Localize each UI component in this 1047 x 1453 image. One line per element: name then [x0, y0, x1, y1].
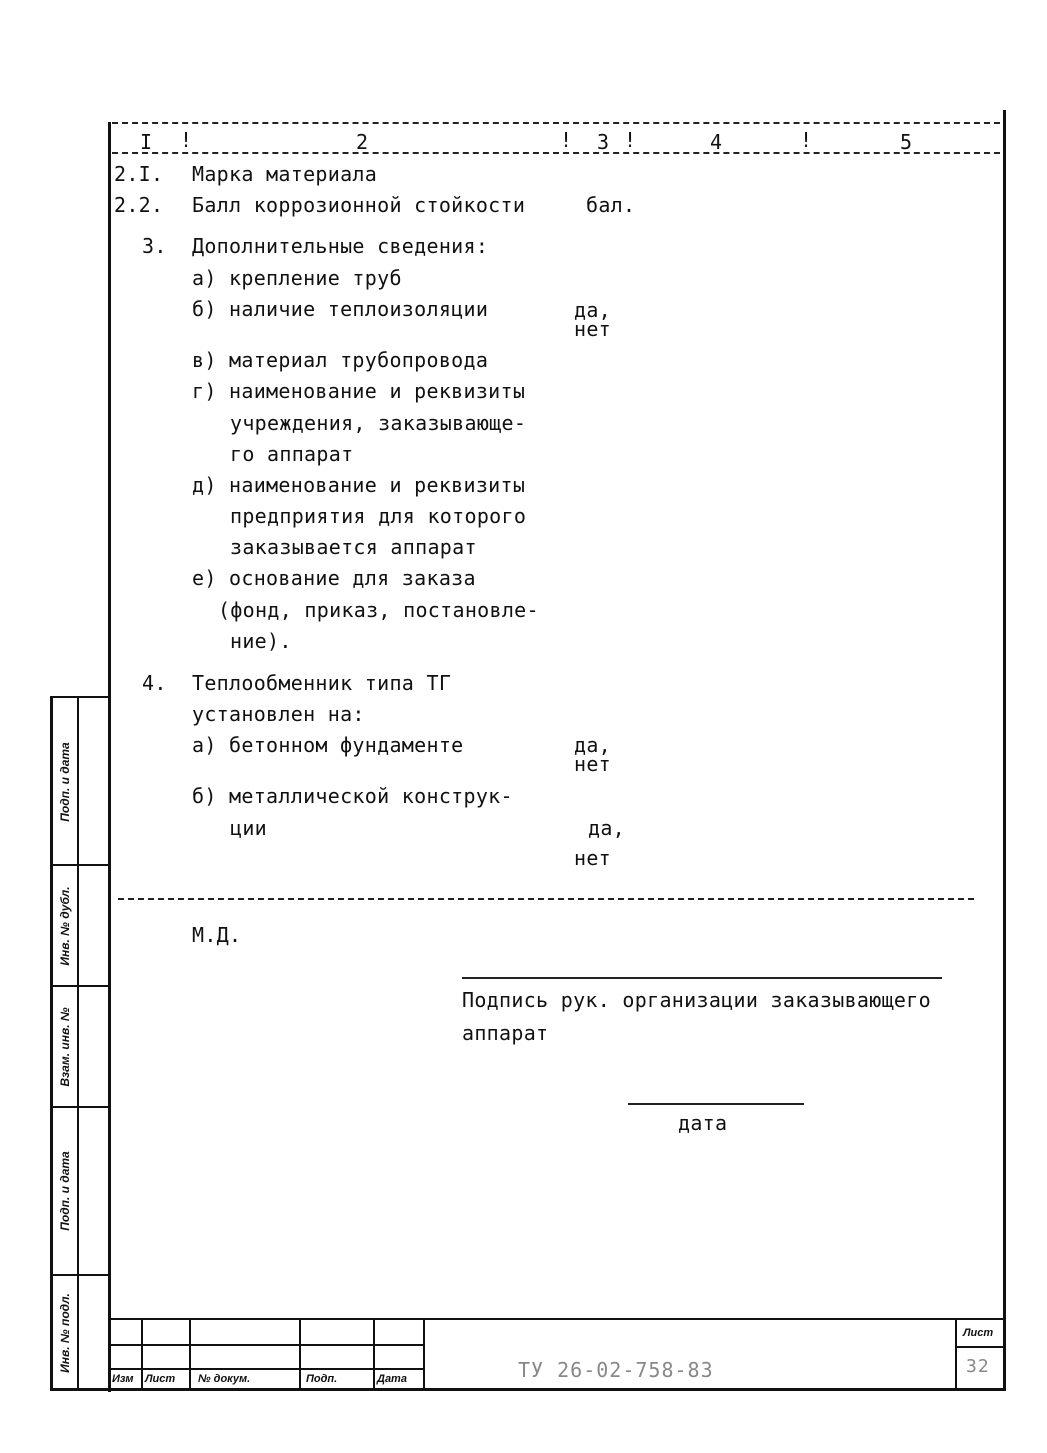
title-block-vline-1 [141, 1318, 143, 1390]
row-3a: а) крепление труб [192, 266, 402, 290]
row-3b-no: нет [574, 317, 612, 341]
date-caption: дата [678, 1111, 728, 1135]
side-stamp-div-3 [50, 1106, 110, 1108]
title-block-list-label: Лист [963, 1327, 994, 1339]
title-block-izm: Изм [112, 1373, 134, 1385]
row-2-1-number: 2.I. [114, 162, 164, 186]
row-3g-line3: го аппарат [230, 442, 354, 466]
row-3g-line2: учреждения, заказывающе- [230, 411, 527, 435]
title-block-vline-3 [299, 1318, 301, 1390]
row-3-number: 3. [142, 234, 167, 258]
side-stamp-vzam-inv: Взам. инв. № [58, 1007, 72, 1087]
title-block-row-2 [108, 1368, 424, 1370]
side-stamp-podp-data-1: Подп. и дата [58, 742, 72, 822]
header-sep-3: ! [624, 128, 637, 152]
row-3d-line2: предприятия для которого [230, 504, 527, 528]
side-stamp-div-1 [50, 864, 110, 866]
title-block-list: Лист [145, 1373, 176, 1385]
header-col-3: 3 [597, 130, 610, 154]
row-4b-yes: да, [588, 816, 626, 840]
row-3-title: Дополнительные сведения: [192, 234, 489, 258]
row-4b-line2: ции [230, 816, 268, 840]
signature-line [462, 977, 942, 979]
row-2-2-text: Балл коррозионной стойкости [192, 193, 526, 217]
row-2-2-number: 2.2. [114, 193, 164, 217]
row-4-number: 4. [142, 671, 167, 695]
title-block-row-1 [108, 1344, 424, 1346]
header-sep-1: ! [180, 128, 193, 152]
title-block-top [108, 1318, 1006, 1320]
row-2-2-unit: бал. [586, 193, 636, 217]
row-4b-no: нет [574, 846, 612, 870]
signature-caption-line2: аппарат [462, 1021, 549, 1045]
row-4a-no: нет [574, 752, 612, 776]
header-sep-4: ! [800, 128, 813, 152]
row-3e-line2: (фонд, приказ, постановле- [218, 598, 539, 622]
row-2-1-text: Марка материала [192, 162, 378, 186]
row-4a: а) бетонном фундаменте [192, 733, 464, 757]
header-col-5: 5 [900, 130, 913, 154]
title-block-vline-6 [955, 1318, 957, 1390]
side-stamp-div-2 [50, 985, 110, 987]
row-4-line1: Теплообменник типа ТГ [192, 671, 452, 695]
title-block-podp: Подп. [306, 1373, 338, 1385]
row-3e-line3: ние). [230, 629, 292, 653]
row-3v: в) материал трубопровода [192, 348, 489, 372]
side-stamp-div-4 [50, 1274, 110, 1276]
side-stamp-podp-data-2: Подп. и дата [58, 1151, 72, 1231]
signature-caption-line1: Подпись рук. организации заказывающего [462, 988, 931, 1012]
row-3d-line3: заказывается аппарат [230, 535, 477, 559]
header-col-2: 2 [356, 130, 369, 154]
document-number: ТУ 26-02-758-83 [518, 1358, 714, 1382]
side-stamp-inv-dubl: Инв. № дубл. [58, 886, 72, 966]
header-top-dash [112, 122, 1000, 124]
frame-right-border [1003, 110, 1006, 1390]
title-block-list-number: 32 [966, 1356, 990, 1377]
row-3d-line1: д) наименование и реквизиты [192, 473, 526, 497]
title-block-sheet-divider [955, 1346, 1005, 1348]
md-label: М.Д. [192, 923, 242, 947]
side-stamp-top [50, 696, 110, 698]
header-bottom-dash [112, 152, 1000, 154]
row-4b-line1: б) металлической конструк- [192, 784, 513, 808]
header-col-1: I [140, 130, 153, 154]
row-3b: б) наличие теплоизоляции [192, 297, 489, 321]
header-sep-2: ! [560, 128, 573, 152]
row-3g-line1: г) наименование и реквизиты [192, 379, 526, 403]
title-block-vline-5 [423, 1318, 425, 1390]
side-stamp-inv-podl: Инв. № подл. [58, 1293, 72, 1373]
frame-bottom-border [50, 1388, 1006, 1391]
title-block-data: Дата [377, 1373, 407, 1385]
date-line [628, 1103, 804, 1105]
title-block-n-dokum: № докум. [198, 1373, 251, 1385]
frame-left-border [108, 122, 111, 1392]
side-stamp-left-border [50, 697, 53, 1391]
title-block-vline-2 [189, 1318, 191, 1390]
row-4a-yes: да, [574, 733, 612, 757]
row-3e-line1: е) основание для заказа [192, 566, 476, 590]
section-divider-dash [118, 898, 974, 900]
row-3b-yes: да, [574, 298, 612, 322]
side-stamp-mid-border [77, 697, 79, 1391]
title-block-vline-4 [373, 1318, 375, 1390]
header-col-4: 4 [710, 130, 723, 154]
row-4-line2: установлен на: [192, 702, 365, 726]
